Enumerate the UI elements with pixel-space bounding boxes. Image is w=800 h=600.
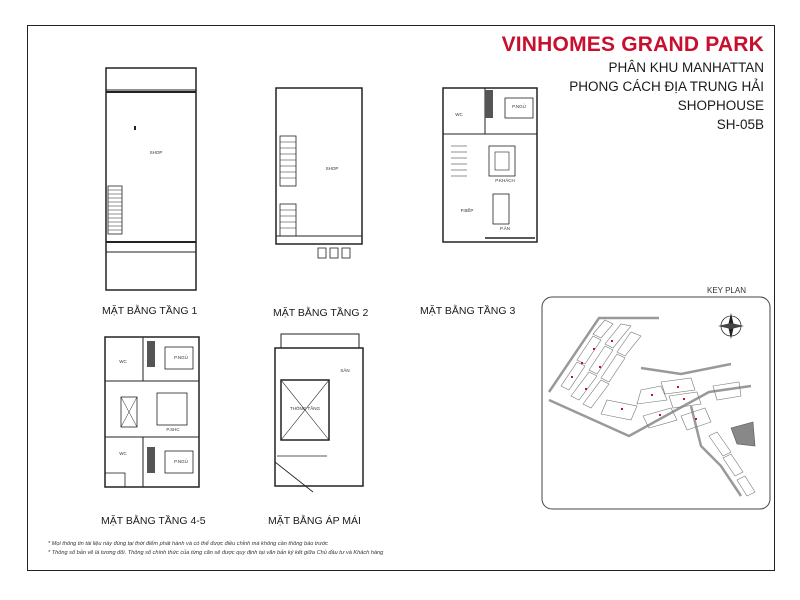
product-type: SHOPHOUSE xyxy=(677,98,764,113)
room-label: P.NGỦ xyxy=(174,355,188,360)
room-label: SÂN xyxy=(340,368,350,373)
key-plan-label: KEY PLAN xyxy=(707,286,746,295)
footnote: * Thông số bản vẽ là tương đối. Thông số chính thức của từng căn sẽ được quy định tại văn bản ký kết giữa Chủ đầu tư và Khách hàng xyxy=(48,550,384,556)
unit-code: SH-05B xyxy=(716,117,764,132)
room-label: P.NGỦ xyxy=(512,104,526,109)
room-label: WC xyxy=(119,451,127,456)
caption-floor-1: MẶT BẰNG TẦNG 1 xyxy=(102,305,198,317)
caption-roof: MẶT BẰNG ÁP MÁI xyxy=(268,515,361,527)
room-label: P.BẾP xyxy=(460,208,474,213)
floor-plan-3 xyxy=(441,86,539,256)
roof-plan xyxy=(273,332,365,498)
brand-title: VINHOMES GRAND PARK xyxy=(501,33,764,56)
room-label: WC xyxy=(119,359,127,364)
room-label: P.KHÁCH xyxy=(495,178,515,183)
caption-floor-3: MẶT BẰNG TẦNG 3 xyxy=(420,305,516,317)
style-name: PHONG CÁCH ĐỊA TRUNG HẢI xyxy=(569,79,764,94)
footnotes xyxy=(48,540,383,558)
room-label: THÔNG TẦNG xyxy=(290,406,320,411)
footnote: * Mọi thông tin tài liệu này đúng tại thời điểm phát hành và có thể được điều chỉnh mà không cần thông báo trước xyxy=(48,541,329,547)
room-label: WC xyxy=(455,112,463,117)
room-label: P.SHC xyxy=(166,427,180,432)
room-label: SHOP xyxy=(325,166,339,171)
room-label: SHOP xyxy=(149,150,163,155)
caption-floor-4-5: MẶT BẰNG TẦNG 4-5 xyxy=(101,515,206,527)
room-label: P.ĂN xyxy=(500,226,510,231)
header xyxy=(502,32,764,134)
key-plan-map xyxy=(541,296,771,510)
floor-plan-2 xyxy=(274,86,364,264)
room-label: P.NGỦ xyxy=(174,459,188,464)
floor-plan-1 xyxy=(104,66,198,292)
caption-floor-2: MẶT BẰNG TẦNG 2 xyxy=(273,307,369,319)
zone-name: PHÂN KHU MANHATTAN xyxy=(608,60,764,75)
floor-plan-4-5 xyxy=(103,333,201,499)
